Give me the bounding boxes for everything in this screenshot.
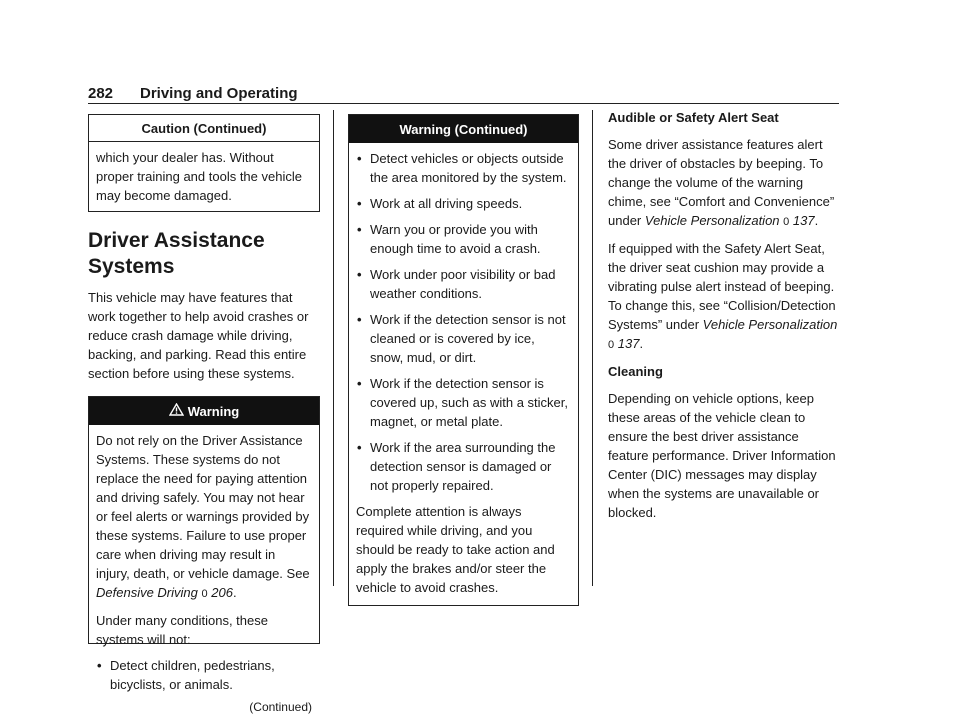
audible-alert-heading: Audible or Safety Alert Seat [608, 110, 779, 125]
safety-seat-paragraph: If equipped with the Safety Alert Seat, the driver seat cushion may provide a vibrating pulse alert instead of beeping. To change this, see “Collision/Detection Systems” under Vehicle Personalization 0 137. [608, 241, 838, 351]
left-column [88, 114, 320, 714]
warning-header [89, 397, 319, 425]
warning-continued-bullets [356, 149, 571, 495]
column-divider-left [333, 110, 334, 586]
caution-title: Caution (Continued) [89, 115, 319, 142]
cleaning-heading: Cleaning [608, 364, 663, 379]
list-item: • Work under poor visibility or bad weather conditions. [356, 265, 571, 303]
header-divider [88, 103, 839, 104]
list-item: • Work if the detection sensor is covered up, such as with a sticker, magnet, or metal plate. [356, 374, 571, 431]
warning-bullets [96, 656, 312, 694]
warning-box [88, 396, 320, 714]
vehicle-personalization-link[interactable]: Vehicle Personalization [644, 213, 780, 228]
page-ref-arrow-icon: 0 [783, 216, 790, 228]
list-item: • Work at all driving speeds. [356, 194, 571, 213]
page-ref-137[interactable]: 137 [792, 213, 815, 228]
page-ref-137[interactable]: 137 [617, 336, 640, 351]
list-item: • Detect vehicles or objects outside the area monitored by the system. [356, 149, 571, 187]
caution-text: which your dealer has. Without proper training and tools the vehicle may become damaged. [96, 150, 302, 203]
list-item: • Work if the area surrounding the detection sensor is damaged or not properly repaired. [356, 438, 571, 495]
intro-paragraph: This vehicle may have features that work together to help avoid crashes or reduce crash damage while driving, backing, and parking. Read this entire section before using these systems. [88, 290, 309, 381]
list-item: • Warn you or provide you with enough time to avoid a crash. [356, 220, 571, 258]
page-ref-206[interactable]: 206 [211, 585, 233, 600]
warning-continued-title: Warning (Continued) [349, 115, 578, 143]
continued-label: (Continued) [249, 700, 312, 714]
page-ref-arrow-icon: 0 [201, 588, 208, 600]
warning-closing-text: Complete attention is always required while driving, and you should be ready to take action and apply the brakes and/or steer the vehicle to avoid crashes. [356, 504, 555, 595]
right-column [608, 108, 840, 529]
middle-column [348, 114, 579, 606]
list-item: • Work if the detection sensor is not cleaned or is covered by ice, snow, mud, or dirt. [356, 310, 571, 367]
warning-paragraph: Do not rely on the Driver Assistance Systems. These systems do not replace the need for paying attention and driving safely. You may not hear or feel alerts or warnings provided by these systems. Failure to use proper care when driving may result in injury, death, or vehicle damage. See Defensive Driving 0 206. [96, 433, 310, 600]
warning-title: Warning [187, 404, 240, 419]
defensive-driving-link[interactable]: Defensive Driving [96, 585, 198, 600]
page-header [88, 84, 838, 102]
section-title: Driving and Operating [140, 85, 298, 102]
cleaning-paragraph: Depending on vehicle options, keep these areas of the vehicle clean to ensure the best driver assistance feature performance. Driver Information Center (DIC) messages may display when the systems are unavailable or blocked. [608, 391, 836, 520]
audible-paragraph: Some driver assistance features alert the driver of obstacles by beeping. To change the volume of the warning chime, see “Comfort and Convenience” under Vehicle Personalization 0 137. [608, 137, 835, 228]
list-item: • Detect children, pedestrians, bicyclists, or animals. [96, 656, 312, 694]
column-divider-right [592, 110, 593, 586]
warning-triangle-icon [169, 402, 184, 421]
main-heading: Driver Assistance Systems [88, 229, 265, 278]
vehicle-personalization-link[interactable]: Vehicle Personalization [702, 317, 838, 332]
page-number: 282 [88, 85, 114, 102]
warning-continued-box [348, 114, 579, 606]
warning-paragraph-2: Under many conditions, these systems will not: [96, 613, 268, 647]
caution-box [88, 114, 320, 212]
page-ref-arrow-icon: 0 [608, 339, 615, 351]
